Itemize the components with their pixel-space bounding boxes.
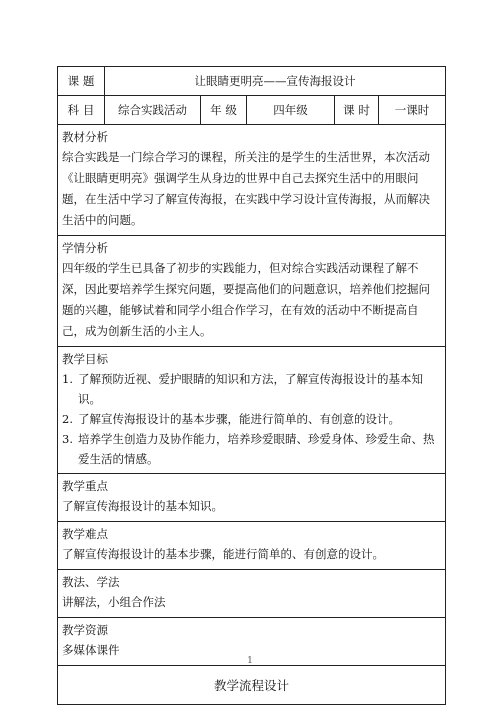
key-points-cell	[58, 474, 446, 522]
goal-text: 了解预防近视、爱护眼睛的知识和方法，了解宣传海报设计的基本知识。	[78, 372, 423, 406]
hours-label: 课 时	[335, 96, 379, 125]
teaching-goals-row	[58, 347, 446, 474]
subject-row	[58, 96, 446, 125]
page-number: 1	[247, 656, 253, 666]
resources-body: 多媒体课件	[62, 643, 120, 657]
topic-row	[58, 67, 446, 96]
topic-label: 课 题	[58, 67, 105, 96]
key-points-row	[58, 474, 446, 522]
subject-label: 科 目	[58, 96, 105, 125]
teaching-goals-cell	[58, 347, 446, 474]
methods-row	[58, 570, 446, 618]
lesson-plan-table	[57, 66, 446, 705]
textbook-analysis-cell	[58, 125, 446, 236]
goal-number: 3.	[62, 432, 73, 446]
resources-title: 教学资源	[62, 623, 108, 637]
student-analysis-row	[58, 236, 446, 347]
difficulties-body: 了解宣传海报设计的基本步骤，能进行简单的、有创意的设计。	[62, 547, 384, 561]
textbook-analysis-body: 综合实践是一门综合学习的课程，所关注的是学生的生活世界，本次活动《让眼睛更明亮》强调学生从身边的世界中自己去探究生活中的用眼问题，在生活中学习了解宣传海报，在实践中学习设计宣传海报，从而解决生活中的问题。	[62, 150, 430, 227]
textbook-analysis-row	[58, 125, 446, 236]
key-points-body: 了解宣传海报设计的基本知识。	[62, 499, 223, 513]
goal-item	[62, 409, 441, 429]
hours-value: 一课时	[379, 96, 446, 125]
grade-label: 年 级	[201, 96, 247, 125]
methods-title: 教法、学法	[62, 575, 120, 589]
topic-value: 让眼睛更明亮——宣传海报设计	[105, 67, 446, 96]
methods-cell	[58, 570, 446, 618]
goal-number: 2.	[62, 412, 73, 426]
difficulties-cell	[58, 522, 446, 570]
student-analysis-cell	[58, 236, 446, 347]
flow-design-title: 教学流程设计	[58, 666, 446, 705]
teaching-goals-title: 教学目标	[62, 352, 108, 366]
textbook-analysis-title: 教材分析	[62, 130, 108, 144]
flow-design-row	[58, 666, 446, 705]
goal-item	[62, 369, 441, 409]
student-analysis-title: 学情分析	[62, 241, 108, 255]
student-analysis-body: 四年级的学生已具备了初步的实践能力，但对综合实践活动课程了解不深，因此要培养学生探究问题，要提高他们的问题意识，培养他们挖掘问题的兴趣，能够试着和同学小组合作学习，在有效的活动中不断提高自己，成为创新生活的小主人。	[62, 261, 430, 338]
goal-item	[62, 429, 441, 469]
difficulties-row	[58, 522, 446, 570]
subject-value: 综合实践活动	[105, 96, 201, 125]
difficulties-title: 教学难点	[62, 527, 108, 541]
key-points-title: 教学重点	[62, 479, 108, 493]
methods-body: 讲解法，小组合作法	[62, 595, 166, 609]
grade-value: 四年级	[247, 96, 335, 125]
goal-text: 培养学生创造力及协作能力，培养珍爱眼睛、珍爱身体、珍爱生命、热爱生活的情感。	[78, 432, 435, 466]
goal-text: 了解宣传海报设计的基本步骤，能进行简单的、有创意的设计。	[78, 412, 400, 426]
goal-number: 1.	[62, 372, 73, 386]
